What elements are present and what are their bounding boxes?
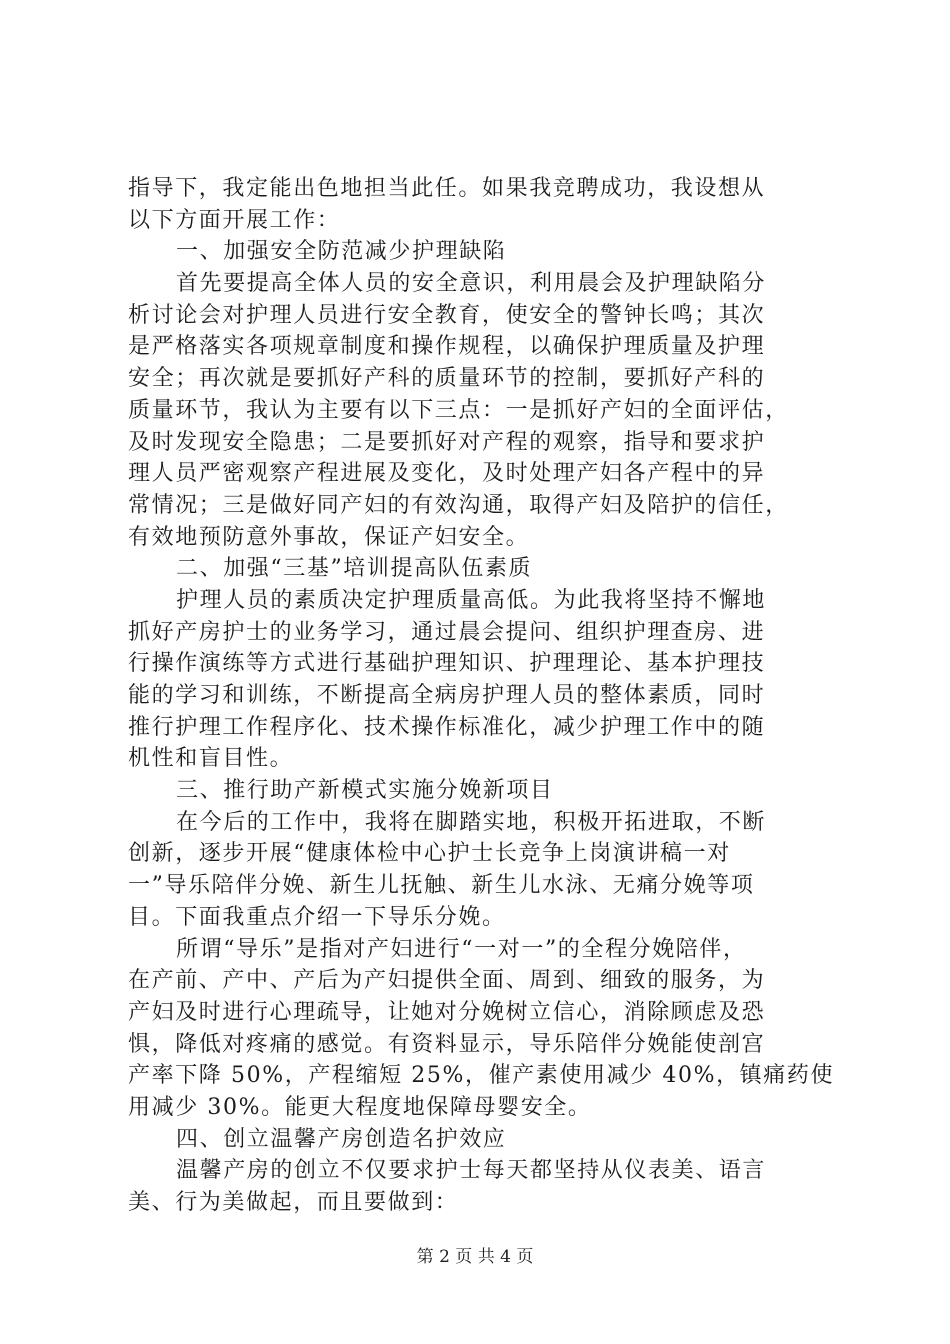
document-body <box>128 173 840 1219</box>
page-number-footer: 第 2 页 共 4 页 <box>416 1247 534 1267</box>
text-line: 一”导乐陪伴分娩、新生儿抚触、新生儿水泳、无痛分娩等项 <box>128 873 755 899</box>
section-heading: 三、推行助产新模式实施分娩新项目 <box>176 778 554 804</box>
text-line: 能的学习和训练，不断提高全病房护理人员的整体素质，同时 <box>128 683 766 708</box>
text-line: 在产前、产中、产后为产妇提供全面、周到、细致的服务，为 <box>128 968 766 994</box>
text-line: 安全；再次就是要抓好产科的质量环节的控制，要抓好产科的 <box>128 366 766 392</box>
text-line: 机性和盲目性。 <box>128 746 294 772</box>
text-line: 首先要提高全体人员的安全意识，利用晨会及护理缺陷分 <box>176 271 767 297</box>
text-line: 有效地预防意外事故，保证产妇安全。 <box>128 524 530 550</box>
text-line: 美、行为美做起，而且要做到： <box>128 1190 459 1215</box>
text-line: 常情况；三是做好同产妇的有效沟通，取得产妇及陪护的信任， <box>128 492 789 518</box>
text-line: 所谓“导乐”是指对产妇进行“一对一”的全程分娩陪伴， <box>176 936 747 962</box>
text-line: 推行护理工作程序化、技术操作标准化，减少护理工作中的随 <box>128 714 766 740</box>
text-line: 目。下面我重点介绍一下导乐分娩。 <box>128 904 506 930</box>
text-line: 创新，逐步开展“健康体检中心护士长竞争上岗演讲稿一对 <box>128 841 731 867</box>
text-line: 以下方面开展工作： <box>128 207 341 233</box>
text-line: 用减少 30%。能更大程度地保障母婴安全。 <box>128 1094 592 1120</box>
section-heading: 四、创立温馨产房创造名护效应 <box>176 1126 507 1152</box>
text-line: 护理人员的素质决定护理质量高低。为此我将坚持不懈地 <box>176 587 767 613</box>
text-line: 析讨论会对护理人员进行安全教育，使安全的警钟长鸣；其次 <box>128 302 766 328</box>
text-line: 及时发现安全隐患；二是要抓好对产程的观察，指导和要求护 <box>128 429 766 455</box>
section-heading: 二、加强“三基”培训提高队伍素质 <box>176 556 533 582</box>
text-line: 在今后的工作中，我将在脚踏实地，积极开拓进取，不断 <box>176 809 767 835</box>
text-line: 指导下，我定能出色地担当此任。如果我竞聘成功，我设想从 <box>128 176 766 201</box>
text-line: 行操作演练等方式进行基础护理知识、护理理论、基本护理技 <box>128 651 766 677</box>
section-heading: 一、加强安全防范减少护理缺陷 <box>176 239 507 265</box>
text-line: 质量环节，我认为主要有以下三点：一是抓好产妇的全面评估， <box>128 397 789 423</box>
text-line: 理人员严密观察产程进展及变化，及时处理产妇各产程中的异 <box>128 461 766 487</box>
text-line: 抓好产房护士的业务学习，通过晨会提问、组织护理查房、进 <box>128 619 766 645</box>
text-line: 惧，降低对疼痛的感觉。有资料显示，导乐陪伴分娩能使剖宫 <box>128 1031 766 1057</box>
text-line: 产妇及时进行心理疏导，让她对分娩树立信心，消除顾虑及恐 <box>128 999 766 1025</box>
text-line: 是严格落实各项规章制度和操作规程，以确保护理质量及护理 <box>128 334 766 360</box>
text-line: 产率下降 50%，产程缩短 25%，催产素使用减少 40%，镇痛药使 <box>128 1063 835 1089</box>
text-line: 温馨产房的创立不仅要求护士每天都坚持从仪表美、语言 <box>176 1158 767 1184</box>
